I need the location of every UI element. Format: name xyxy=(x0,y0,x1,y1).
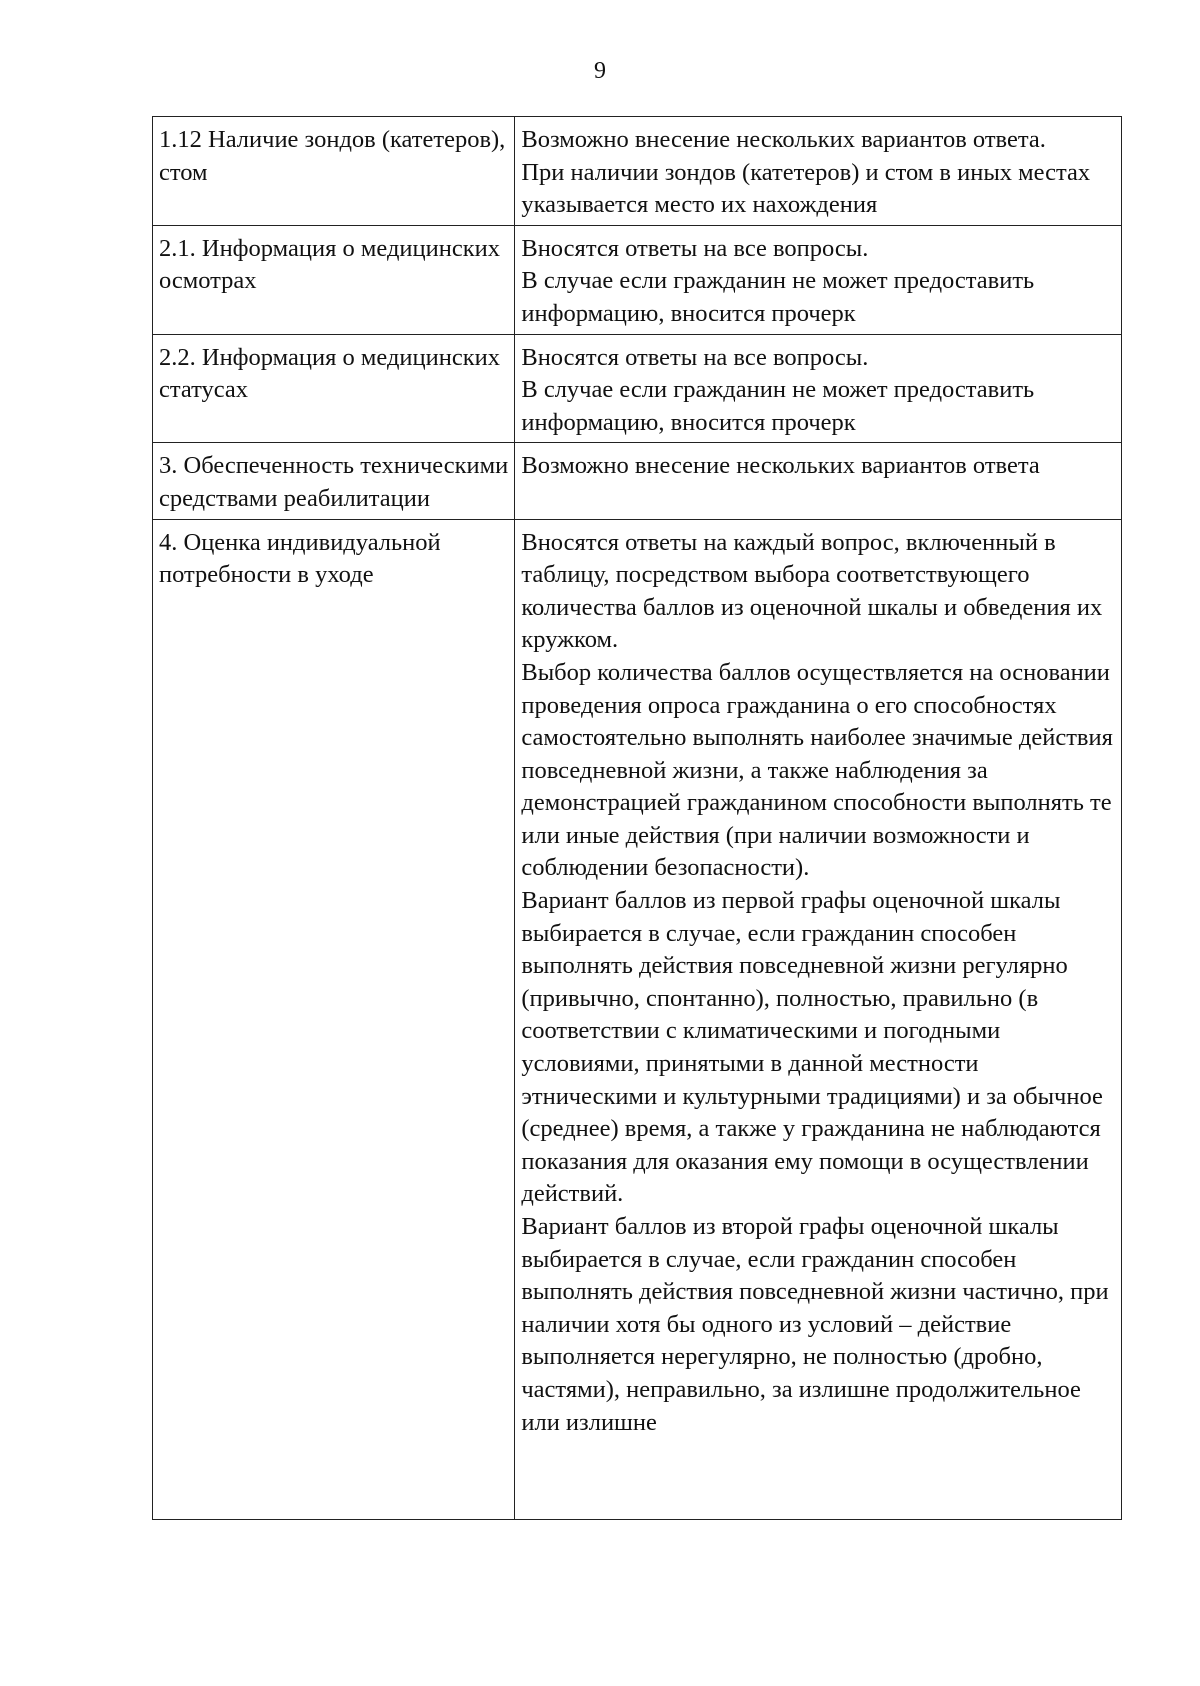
page-number: 9 xyxy=(594,58,606,84)
table-row xyxy=(153,334,1122,443)
instruction-paragraph: Вариант баллов из первой графы оценочной шкалы выбирается в случае, если гражданин способен выполнять действия повседневной жизни регулярно (привычно, спонтанно), полностью, правильно (в соответствии с климатическими и погодными условиями, принятыми в данной местности этническими и культурными традициями) и за обычное (среднее) время, а также у гражданина не наблюдаются показания для оказания ему помощи в осуществлении действий. xyxy=(521,887,1103,1208)
instruction-paragraph: Вносятся ответы на все вопросы. xyxy=(521,343,869,371)
instruction-paragraph: В случае если гражданин не может предоставить информацию, вносится прочерк xyxy=(521,376,1035,436)
row-heading-cell: 1.12 Наличие зондов (катетеров), стом xyxy=(153,117,515,226)
row-instructions-cell xyxy=(515,334,1122,443)
instruction-paragraph: В случае если гражданин не может предоставить информацию, вносится прочерк xyxy=(521,267,1035,327)
table-row xyxy=(153,225,1122,334)
instruction-paragraph: Вносятся ответы на все вопросы. xyxy=(521,234,869,262)
table-row xyxy=(153,117,1122,226)
row-heading-cell: 2.2. Информация о медицинских статусах xyxy=(153,334,515,443)
instruction-paragraph: При наличии зондов (катетеров) и стом в иных местах указывается место их нахождения xyxy=(521,158,1091,219)
table-row xyxy=(153,519,1122,1519)
row-instructions-cell xyxy=(515,225,1122,334)
instruction-paragraph: Вариант баллов из второй графы оценочной шкалы выбирается в случае, если гражданин способен выполнять действия повседневной жизни частично, при наличии хотя бы одного из условий – действие выполняется нерегулярно, не полностью (дробно, частями), неправильно, за излишне продолжительное или излишне xyxy=(521,1213,1109,1436)
row-heading-cell: 3. Обеспеченность техническими средствами реабилитации xyxy=(153,443,515,519)
instruction-paragraph: Возможно внесение нескольких вариантов ответа. xyxy=(521,126,1046,153)
instructions-table xyxy=(152,116,1122,1520)
instruction-paragraph: Возможно внесение нескольких вариантов ответа xyxy=(521,452,1040,480)
row-heading-cell: 2.1. Информация о медицинских осмотрах xyxy=(153,225,515,334)
row-instructions-cell xyxy=(515,519,1122,1519)
instruction-paragraph: Вносятся ответы на каждый вопрос, включенный в таблицу, посредством выбора соответствующего количества баллов из оценочной шкалы и обведения их кружком. xyxy=(521,528,1103,654)
row-instructions-cell xyxy=(515,443,1122,519)
table-row xyxy=(153,443,1122,519)
instruction-paragraph: Выбор количества баллов осуществляется на основании проведения опроса гражданина о его способностях самостоятельно выполнять наиболее значимые действия повседневной жизни, а также наблюдения за демонстрацией гражданином способности выполнять те или иные действия (при наличии возможности и соблюдении безопасности). xyxy=(521,658,1113,882)
row-heading-cell: 4. Оценка индивидуальной потребности в уходе xyxy=(153,519,515,1519)
row-instructions-cell xyxy=(515,117,1122,226)
